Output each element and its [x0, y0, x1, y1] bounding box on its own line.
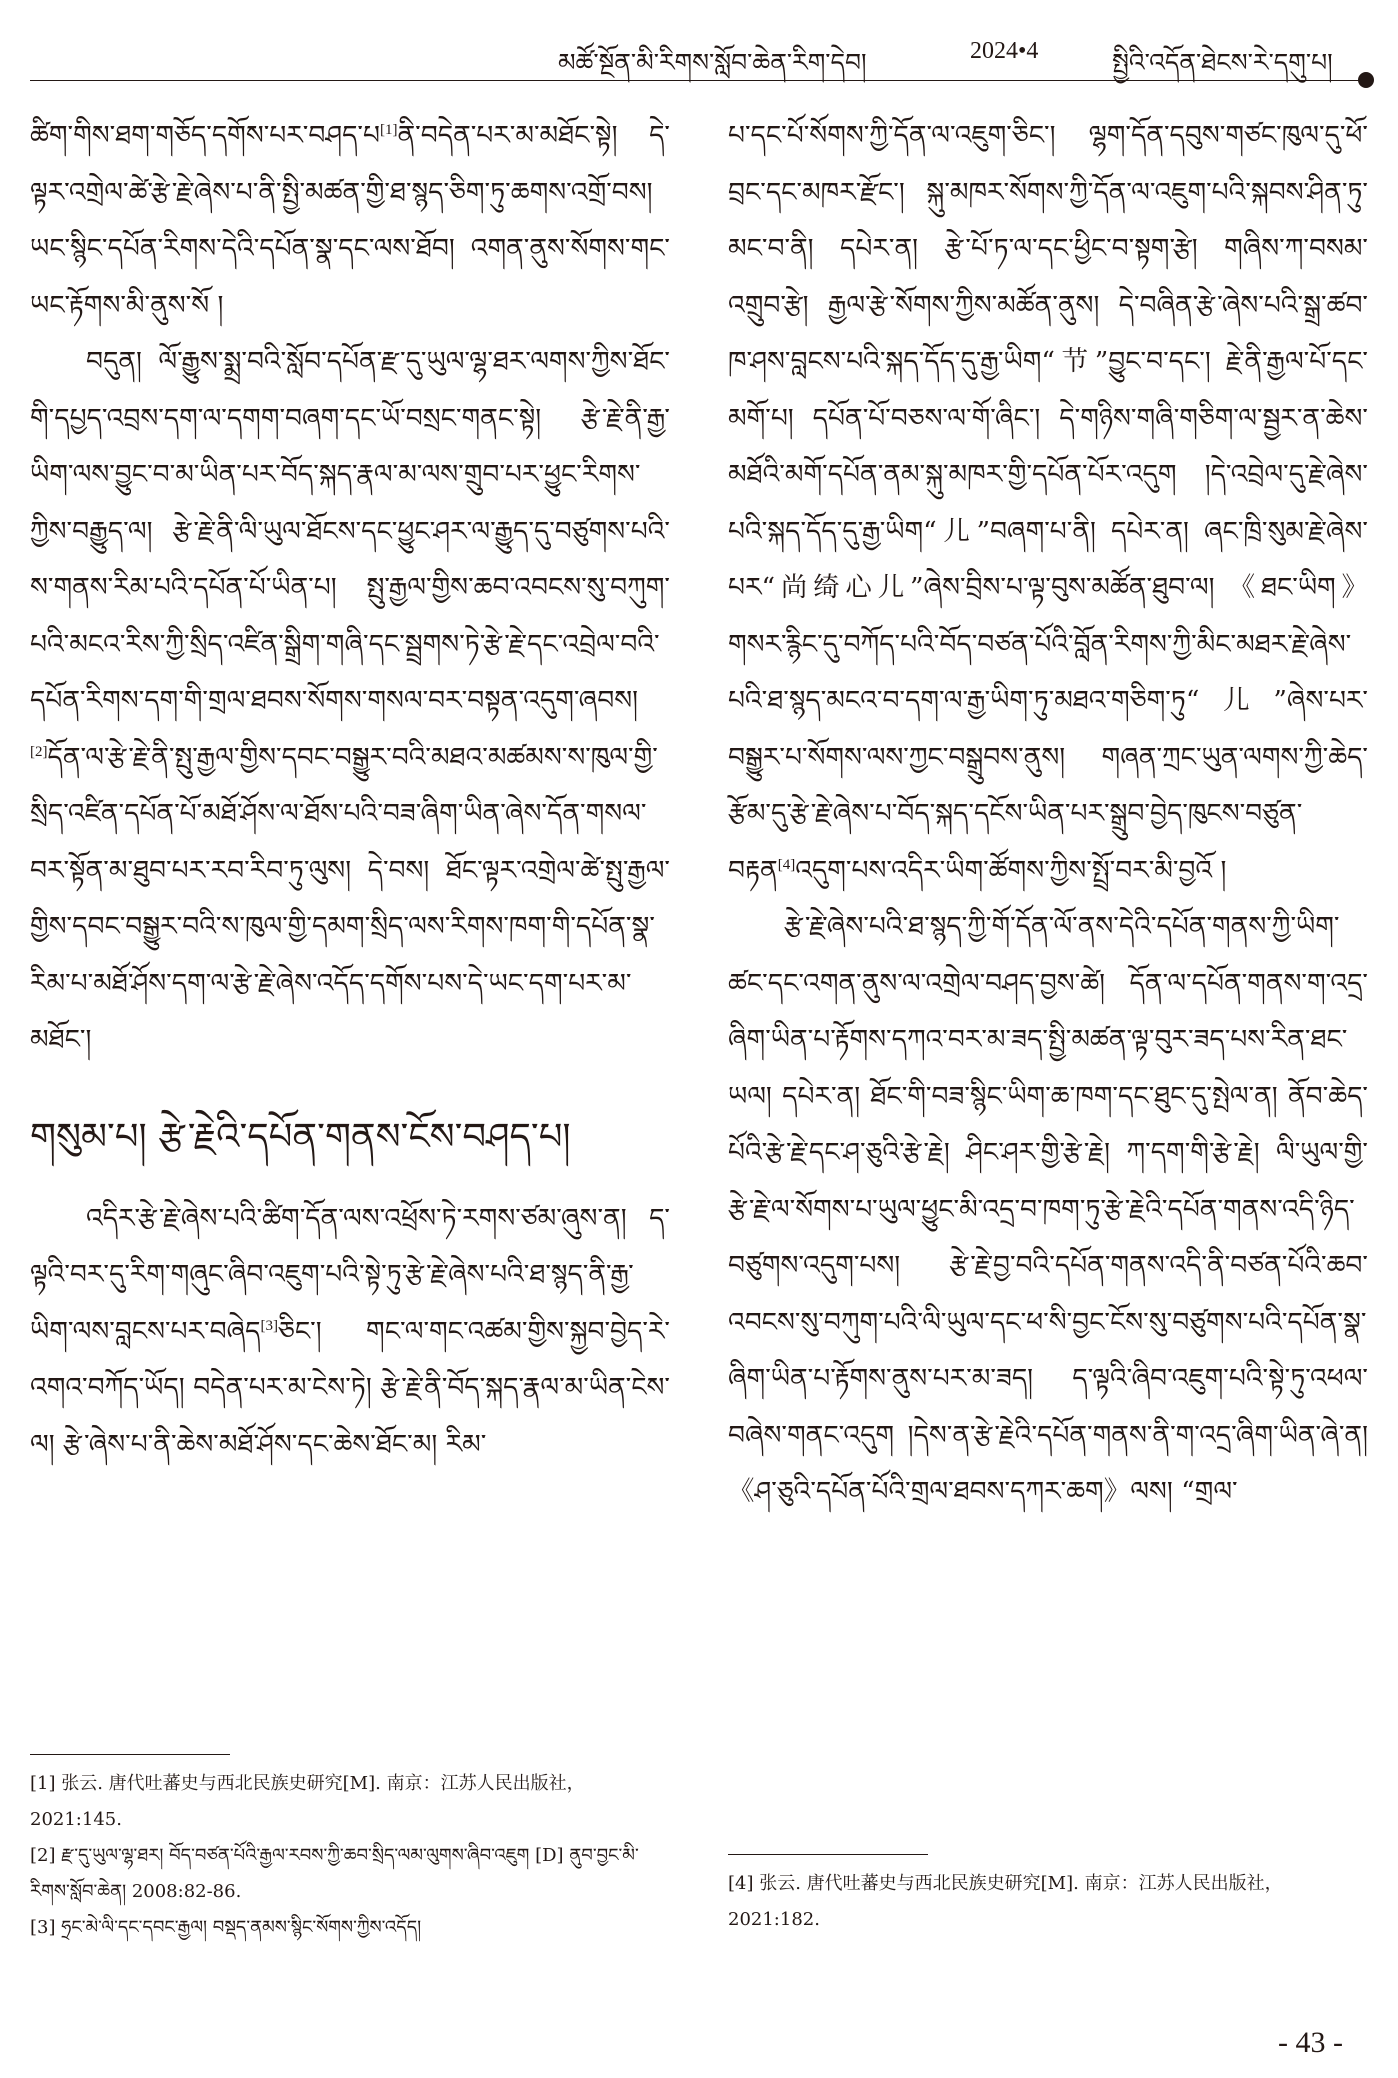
footnote-1: [1] 张云. 唐代吐蕃史与西北民族史研究[M]. 南京：江苏人民出版社，2021:145.: [30, 1773, 585, 1830]
right-paragraph-2: རྩེ་རྗེ་ཞེས་པའི་ཐ་སྙད་ཀྱི་གོ་དོན་ལོ་ནས་དེའི་དཔོན་གནས་ཀྱི་ཡིག་ཚང་དང་འགན་ནུས་ལ་འགྲེལ་བཤད་བྱས་ཚེ། དོན་ལ་དཔོན་གནས་ག་འདྲ་ཞིག་ཡིན་པ་རྟོགས་དཀའ་བར་མ་ཟད་སྤྱི་མཚན་ལྟ་བུར་ཟད་པས་རིན་ཐང་ཡལ། དཔེར་ན། ཐོང་གི་བཟ་སྙིང་ཡིག་ཆ་ཁག་དང་ཐུང་དུ་སྤེལ་ན། ནོབ་ཆེད་པོའི་རྩེ་རྗེ་དང་ཤ་ཅུའི་རྩེ་རྗེ། ཤིང་ཤར་གྱི་རྩེ་རྗེ། ཀ་དག་གི་རྩེ་རྗེ། ལི་ཡུལ་གྱི་རྩེ་རྗེ་ལ་སོགས་པ་ཡུལ་ཕྱུང་མི་འདྲ་བ་ཁག་ཏུ་རྩེ་རྗེའི་དཔོན་གནས་འདི་ཉིད་བཙུགས་འདུག་པས། རྩེ་རྗེ་བྱ་བའི་དཔོན་གནས་འདི་ནི་བཙན་པོའི་ཆབ་འབངས་སུ་བཀུག་པའི་ལི་ཡུལ་དང་ཕ་སི་བྱང་ངོས་སུ་བཙུགས་པའི་དཔོན་སྣ་ཞིག་ཡིན་པ་རྟོགས་ནུས་པར་མ་ཟད། ད་ལྟའི་ཞིབ་འཇུག་པའི་སྟེ་ཏུ་འཕལ་བཞེས་གནང་འདུག །དེས་ན་རྩེ་རྗེའི་དཔོན་གནས་ནི་ག་འདྲ་ཞིག་ཡིན་ཞེ་ན། 《ཤ་ཅུའི་དཔོན་པོའི་གྲལ་ཐབས་དཀར་ཆག》ལས། “གྲལ་: [728, 911, 1368, 1507]
left-paragraph-1: [30, 108, 670, 334]
section-heading: གསུམ་པ། རྩེ་རྗེའི་དཔོན་གནས་ངོས་བཤད་པ།: [30, 1114, 571, 1158]
right-paragraph-1-continued: འདུག་པས་འདིར་ཡིག་ཚོགས་ཀྱིས་སྤྲོ་བར་མི་བྱའོ །: [795, 854, 1227, 886]
header-rule: [30, 80, 1368, 81]
footnote-ref-1[interactable]: [1]: [380, 122, 398, 139]
issue-number: 2024•4: [970, 38, 1039, 64]
journal-title: མཚོ་སྔོན་མི་རིགས་སློབ་ཆེན་རིག་དེབ།: [558, 48, 867, 77]
right-column: [728, 108, 1368, 1521]
left-paragraph-1-text: ཚིག་གིས་ཐག་གཅོད་དགོས་པར་བཤད་པ: [30, 120, 380, 151]
footnote-3: [3] ཧྲང་མེ་ལི་དང་དབང་རྒྱལ། བསྡད་ནམས་སྙིང་སོགས་ཀྱིས་འདོད།: [30, 1917, 422, 1938]
left-paragraph-3-continued: ཅིང་། གང་ལ་གང་འཚམ་གྱིས་སྐྱབ་བྱེད་རེ་འགའ་བཀོད་ཡོད། བདེན་པར་མ་ངེས་ཏེ། རྩེ་རྗེ་ནི་བོད་སྐད་རྣལ་མ་ཡིན་ངེས་ལ། རྩེ་ཞེས་པ་ནི་ཆེས་མཐོ་ཤོས་དང་ཆེས་ཐོང་མ། རིམ་: [30, 1315, 670, 1460]
footnote-ref-2[interactable]: [2]: [30, 743, 48, 760]
footnotes-right: [728, 1866, 1368, 1938]
footnote-2: [2] རྫ་དུ་ཡུལ་ལྷ་ཐར། བོད་བཙན་པོའི་རྒྱལ་རབས་ཀྱི་ཆབ་སྲིད་ལམ་ལུགས་ཞིབ་འཇུག [D] ནུབ་བྱང་མི་རིགས་སློབ་ཆེན། 2008:82-86.: [30, 1845, 639, 1902]
left-paragraph-1-continued: ནི་བདེན་པར་མ་མཐོང་སྟེ། དེ་ལྟར་འགྲེལ་ཚེ་རྩེ་རྗེ་ཞེས་པ་ནི་སྤྱི་མཚན་གྱི་ཐ་སྙད་ཅིག་ཏུ་ཆགས་འགྲོ་བས། ཡང་སྙིང་དཔོན་རིགས་དེའི་དཔོན་སྣ་དང་ལས་ཐོབ། འགན་ནུས་སོགས་གང་ཡང་རྟོགས་མི་ནུས་སོ །: [30, 120, 670, 321]
footnotes-left: [30, 1766, 670, 1946]
right-paragraph-1-text: པ་དང་པོ་སོགས་ཀྱི་དོན་ལ་འཇུག་ཅིང་། ལྷག་དོན་དབུས་གཙང་ཁུལ་དུ་ཕོ་བྲང་དང་མཁར་རྫོང་། སྐུ་མཁར་སོགས་ཀྱི་དོན་ལ་འཇུག་པའི་སྐབས་ཤིན་ཏུ་མང་བ་ནི། དཔེར་ན། རྩེ་པོ་ཏ་ལ་དང་ཕྱིང་བ་སྟག་རྩེ། གཞིས་ཀ་བསམ་འགྲུབ་རྩེ། རྒྱལ་རྩེ་སོགས་ཀྱིས་མཚོན་ནུས། དེ་བཞིན་རྩེ་ཞེས་པའི་སྒྲ་ཚབ་ཁ་ཤས་བླངས་པའི་སྐད་དོད་དུ་རྒྱ་ཡིག“节”བྱུང་བ་དང་། རྗེ་ནི་རྒྱལ་པོ་དང་མགོ་པ། དཔོན་པོ་བཅས་ལ་གོ་ཞིང་། དེ་གཉིས་གཞི་གཅིག་ལ་སྦྱར་ན་ཆེས་མཐོའི་མགོ་དཔོན་ནམ་སྐུ་མཁར་གྱི་དཔོན་པོར་འདུག །དེ་འབྲེལ་དུ་རྗེ་ཞེས་པའི་སྐད་དོད་དུ་རྒྱ་ཡིག“儿”བཞག་པ་ནི། དཔེར་ན། ཞང་ཁྲི་སུམ་རྗེ་ཞེས་པར“尚绮心儿”ཞེས་བྲིས་པ་ལྟ་བུས་མཚོན་ཐུབ་ལ། 《ཐང་ཡིག》གསར་རྙིང་དུ་བཀོད་པའི་བོད་བཙན་པོའི་བློན་རིགས་ཀྱི་མིང་མཐར་རྗེ་ཞེས་པའི་ཐ་སྙད་མངའ་བ་དག་ལ་རྒྱ་ཡིག་ཏུ་མཐའ་གཅིག་ཏུ“儿”ཞེས་པར་བསྒྱུར་པ་སོགས་ལས་ཀྱང་བསྒྲུབས་ནུས། གཞན་ཀྲང་ཡུན་ལགས་ཀྱི་ཆེད་རྩོམ་དུ་རྩེ་རྗེ་ཞེས་པ་བོད་སྐད་དངོས་ཡིན་པར་སྒྲུབ་བྱེད་ཁུངས་བཙུན་བརྟན: [728, 120, 1368, 886]
footnote-rule-left: [30, 1754, 230, 1755]
right-paragraph-1: [728, 108, 1368, 899]
left-paragraph-2: [30, 334, 670, 1069]
running-header: [30, 20, 1368, 90]
left-column: [30, 108, 670, 1473]
footnote-4: [4] 张云. 唐代吐蕃史与西北民族史研究[M]. 南京：江苏人民出版社，2021:182.: [728, 1873, 1283, 1930]
footnote-ref-3[interactable]: [3]: [260, 1317, 278, 1334]
footnote-ref-4[interactable]: [4]: [777, 856, 796, 873]
left-paragraph-2-continued: དོན་ལ་རྩེ་རྗེ་ནི་སྤུ་རྒྱལ་གྱིས་དབང་བསྒྱུར་བའི་མཐའ་མཚམས་ས་ཁུལ་གྱི་སྲིད་འཛིན་དཔོན་པོ་མཐོ་ཤོས་ལ་ཐོས་པའི་བཟ་ཞིག་ཡིན་ཞེས་དོན་གསལ་བར་སྟོན་མ་ཐུབ་པར་རབ་རིབ་ཏུ་ལུས། དེ་བས། ཐོང་ལྟར་འགྲེལ་ཚེ་སྤུ་རྒྱལ་གྱིས་དབང་བསྒྱུར་བའི་ས་ཁུལ་གྱི་དམག་སྲིད་ལས་རིགས་ཁག་གི་དཔོན་སྣ་རིམ་པ་མཐོ་ཤོས་དག་ལ་རྩེ་རྗེ་ཞེས་འདོད་དགོས་པས་དེ་ཡང་དག་པར་མ་མཐོང་།: [30, 741, 670, 1055]
section-title: སྤྱིའི་འདོན་ཐེངས་རེ་དགུ་པ།: [1112, 48, 1333, 77]
footnote-rule-right: [728, 1854, 928, 1855]
header-dot: [1358, 72, 1374, 88]
left-paragraph-3-text: འདིར་རྩེ་རྗེ་ཞེས་པའི་ཚིག་དོན་ལས་འཕྲོས་ཏེ་རགས་ཙམ་ཞུས་ན། ད་ལྟའི་བར་དུ་རིག་གཞུང་ཞིབ་འཇུག་པའི་སྟེ་ཏུ་རྩེ་རྗེ་ཞེས་པའི་ཐ་སྙད་ནི་རྒྱ་ཡིག་ལས་བླངས་པར་བཞེད: [30, 1202, 670, 1347]
left-paragraph-2-text: བདུན། ལོ་རྒྱུས་སྨྲ་བའི་སློབ་དཔོན་རྫ་དུ་ཡུལ་ལྷ་ཐར་ལགས་ཀྱིས་ཐོང་གི་དཔྱད་འབྲས་དག་ལ་དགག་བཞག་དང་ཡོ་བསྲང་གནང་སྟེ། རྩེ་རྗེ་ནི་རྒྱ་ཡིག་ལས་བྱུང་བ་མ་ཡིན་པར་བོད་སྐད་རྣལ་མ་ལས་གྲུབ་པར་ཕྱུང་རིགས་ཀྱིས་བརྒྱུད་ལ། རྩེ་རྗེ་ནི་ལི་ཡུལ་ཐོངས་དང་ཕྱུང་ཤར་ལ་རྒྱུད་དུ་བཙུགས་པའི་ས་གནས་རིམ་པའི་དཔོན་པོ་ཡིན་པ། སྤུ་རྒྱལ་གྱིས་ཆབ་འབངས་སུ་བཀུག་པའི་མངའ་རིས་ཀྱི་སྲིད་འཛིན་སྒྲིག་གཞི་དང་སྦྲགས་ཏེ་རྩེ་རྗེ་དང་འབྲེལ་བའི་དཔོན་རིགས་དག་གི་གྲལ་ཐབས་སོགས་གསལ་བར་བསྟན་འདུག་ཞབས།: [30, 346, 670, 716]
page-number: - 43 -: [1278, 2026, 1343, 2059]
left-paragraph-3: [30, 1191, 670, 1474]
